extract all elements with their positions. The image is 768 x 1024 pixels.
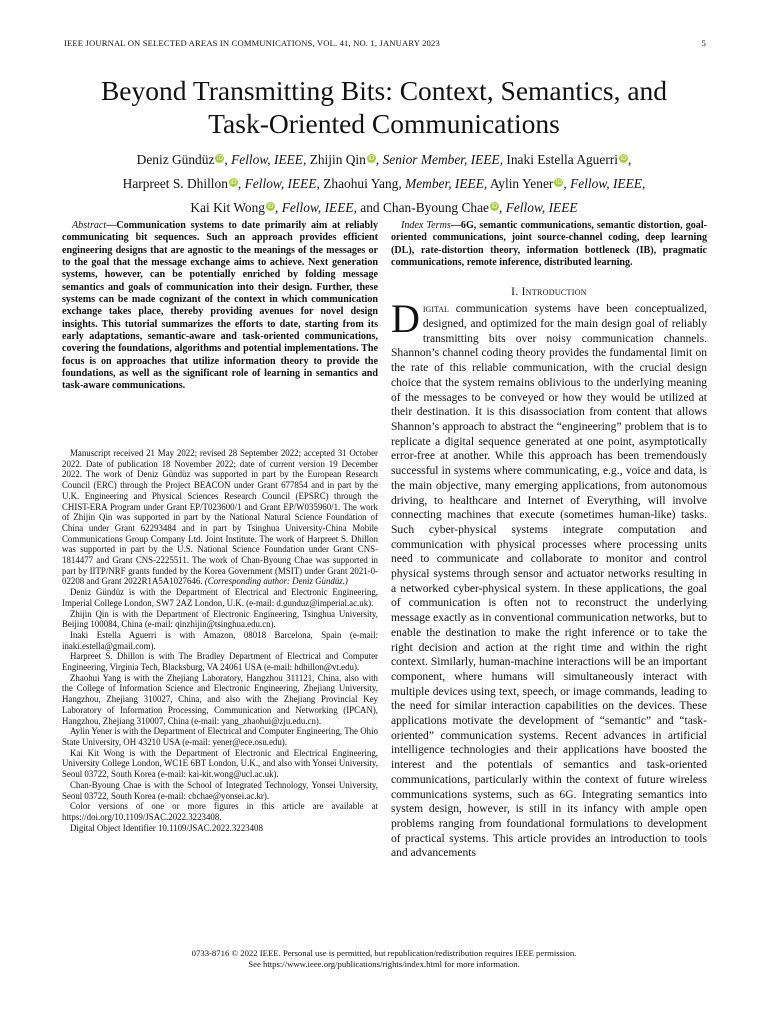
author-line-1: Deniz Gündüz iD, Fellow, IEEE, Zhijin Qin iD, Senior Member, IEEE, Inaki Estella Aguerri iD, [136,152,632,167]
journal-info: IEEE JOURNAL ON SELECTED AREAS IN COMMUNICATIONS, VOL. 41, NO. 1, JANUARY 2023 [64,38,440,48]
author-name: Zhijin Qin [309,152,366,167]
affiliation-note: Zhijin Qin is with the Department of Electronic Engineering, Tsinghua University, Beijing 100084, China (e-mail: qinzhijin@tsinghua.edu.cn). [62,608,378,630]
author-name: Harpreet S. Dhillon [122,176,228,191]
title-line-2: Task-Oriented Communications [208,108,560,139]
doi-note: Digital Object Identifier 10.1109/JSAC.2022.3223408 [70,822,263,833]
index-terms-text: 6G, semantic communications, semantic distortion, goal-oriented communications, joint source-channel coding, deep learning (DL), rate-distortion theory, information bottleneck (IB), pragmatic communications, remote inference, distributed learning. [391,220,707,269]
copyright-line-1: 0733-8716 © 2022 IEEE. Personal use is permitted, but republication/redistribution requires IEEE permission. [191,948,577,958]
color-versions-note: Color versions of one or more figures in this article are available at https://doi.org/10.1109/JSAC.2022.3223408. [62,801,378,822]
author-role: Member, IEEE [405,176,484,191]
author-conjunction: and [360,200,380,215]
abstract-text: Communication systems to date primarily aim at reliably communicating bit sequences. Such an approach provides efficient engineering designs that are agnostic to the meanings of the messages or to the goal that the message exchange aims to achieve. Next generation systems, however, can be potentially enriched by folding message semantics and goals of communication into their design. Further, these systems can be made cognizant of the context in which communication exchange takes place, thereby providing avenues for novel design insights. This tutorial summarizes the efforts to date, starting from its early adaptations, semantic-aware and task-oriented communications, covering the foundations, algorithms and potential implementations. The focus is on approaches that utilize information theory to provide the foundations, as well as the significant role of learning in semantics and task-aware communications. [62,220,378,392]
affiliation-note: Aylin Yener is with the Department of Electrical and Computer Engineering, The Ohio State University, OH 43210 USA (e-mail: yener@ece.osu.edu). [62,726,378,747]
author-name: Zhaohui Yang [323,176,399,191]
section-number: I. [511,286,519,299]
page-number: 5 [701,38,706,48]
orcid-icon[interactable]: iD [267,203,274,210]
abstract-label: Abstract [72,220,107,231]
affiliation-note: Harpreet S. Dhillon is with The Bradley Department of Electrical and Computer Engineering, Virginia Tech, Blacksburg, VA 24061 USA (e-mail: hdhillon@vt.edu). [62,651,378,673]
affiliation-note: Kai Kit Wong is with the Department of Electronic and Electrical Engineering, University College London, WC1E 6BT London, U.K., and also with Yonsei University, Seoul 03722, South Korea (e-mail: kai-kit.wong@ucl.ac.uk). [62,747,378,780]
author-list [50,148,718,220]
orcid-icon[interactable]: iD [491,203,498,210]
index-terms: Index Terms—6G, semantic communications, semantic distortion, goal-oriented communications, joint source-channel coding, deep learning (DL), rate-distortion theory, information bottleneck (IB), pragmatic communications, remote inference, distributed learning. [391,220,707,269]
author-line-3: Kai Kit Wong iD, Fellow, IEEE, and Chan-Byoung Chae iD, Fellow, IEEE [190,200,578,215]
author-role: Senior Member, IEEE [382,152,500,167]
affiliation-note: Inaki Estella Aguerri is with Amazon, 08018 Barcelona, Spain (e-mail: inaki.estella@gmail.com). [62,629,378,651]
orcid-icon[interactable]: iD [230,179,237,186]
drop-cap: D [391,296,420,342]
left-column [62,220,378,393]
author-role: Fellow, IEEE [244,176,317,191]
manuscript-note: Manuscript received 21 May 2022; revised 28 September 2022; accepted 31 October 2022. Date of publication 18 November 2022; date of current version 19 December 2022. The work of Deniz Gündüz was supported in part by the European Research Council (ERC) through the Project BEACON under Grant 677854 and in part by the U.K. Engineering and Physical Sciences Research Council (EPSRC) through the CHIST-ERA Program under Grant EP/T023600/1 and Grant EP/W035960/1. The work of Zhijin Qin was supported in part by the National Natural Science Foundation of China under Grant 62293484 and in part by Tsinghua University-China Mobile Communications Group Company Ltd. Joint Institute. The work of Harpreet S. Dhillon was supported in part by the U.S. National Science Foundation under Grant CNS-1814477 and Grant CNS-2225511. The work of Chan-Byoung Chae was supported in part by IITP/NRF grants funded by the Korea Government (MSIT) under Grant 2021-0-02208 and Grant 2022R1A5A1027646. (Corresponding author: Deniz Gündüz.) [62,448,378,587]
author-line-2: Harpreet S. Dhillon iD, Fellow, IEEE, Zhaohui Yang, Member, IEEE, Aylin Yener iD, Fellow, IEEE, [122,176,646,191]
orcid-icon[interactable]: iD [620,155,627,162]
drop-cap-rest: igital [422,303,449,316]
orcid-icon[interactable]: iD [216,155,224,162]
affiliation-note: Chan-Byoung Chae is with the School of Integrated Technology, Yonsei University, Seoul 03722, South Korea (e-mail: cbchae@yonsei.ac.kr). [62,779,378,801]
title-line-1: Beyond Transmitting Bits: Context, Semantics, and [100,75,668,106]
section-title: Introduction [521,286,587,299]
section-heading [391,286,707,298]
author-role: Fellow, IEEE [570,176,642,191]
intro-text: communication systems have been conceptualized, designed, and optimized for the main design goal of reliably transmitting bits over noisy communication channels. Shannon’s channel coding theory provides the fundamental limit on the rate of this reliable communication, with the crucial design choice that the system remains oblivious to the underlying meaning of the messages to be conveyed or how they would be utilized at their destination. It is this disassociation from content that allows Shannon’s approach to abstract the “engineering” problem that is to replicate a digital sequence generated at one point, asymptotically error-free at another. While this approach has been tremendously successful in systems where communicating, e.g., voice and data, is the main objective, many emerging applications, from autonomous driving, to healthcare and Internet of Everything, will involve connecting machines that execute (sometimes human-like) tasks. Such cyber-physical systems integrate computation and communication with physical processes where processing units need to communicate and collaborate to monitor and control physical systems through sensor and actuator networks resulting in a networked cyber-physical system. In these applications, the goal of communication is often not to reconstruct the underlying message exactly as in conventional communication networks, but to enable the destination to make the right inference or to take the right decision and action at the right time and within the right context. Similarly, human-machine interactions will be an important component, where humans will simultaneously interact with multiple devices using text, speech, or image commands, leading to the need for similar interaction capabilities on the devices. These applications motivate the development of “semantic” and “task-oriented” communication systems. Recent advances in artificial intelligence technologies and their applications have boosted the interest and the potentials of semantics and task-oriented communications, particularly within the context of future wireless communications systems, such as 6G. Integrating semantics into system design, however, is still in its infancy with ample open problems ranging from foundational formulations to development of practical systems. This article provides an introduction to tools and advancements [391,303,707,860]
affiliation-note: Zhaohui Yang is with the Zhejiang Laboratory, Hangzhou 311121, China, also with the College of Information Science and Electronic Engineering, Zhejiang University, Hangzhou, Zhejiang 310027, China, and also with the Zhejiang Provincial Key Laboratory of Information Processing, Communication and Networking (IPCAN), Hangzhou, Zhejiang 310007, China (e-mail: yang_zhaohui@zju.edu.cn). [62,672,378,726]
author-role: Fellow, IEEE [505,200,578,215]
running-head [64,38,706,48]
index-terms-label: Index Terms [401,220,451,231]
affiliation-note: Deniz Gündüz is with the Department of Electrical and Electronic Engineering, Imperial College London, SW7 2AZ London, U.K. (e-mail: d.gunduz@imperial.ac.uk). [62,587,378,608]
author-name: Inaki Estella Aguerri [506,152,618,167]
right-column [391,220,707,861]
orcid-icon[interactable]: iD [555,179,562,186]
author-name: Chan-Byoung Chae [382,200,489,215]
author-name: Deniz Gündüz [136,152,215,167]
intro-paragraph [391,296,707,861]
orcid-icon[interactable]: iD [368,155,375,162]
copyright-notice [40,948,728,970]
corresponding-author: (Corresponding author: Deniz Gündüz.) [204,576,348,587]
author-name: Aylin Yener [489,176,554,191]
copyright-line-2: See https://www.ieee.org/publications/rights/index.html for more information. [248,959,520,969]
author-name: Kai Kit Wong [190,200,265,215]
author-role: Fellow, IEEE [281,200,354,215]
author-role: Fellow, IEEE [231,152,303,167]
abstract: Abstract—Communication systems to date primarily aim at reliably communicating bit sequences. Such an approach provides efficient engineering designs that are agnostic to the meanings of the messages or to the goal that the message exchange aims to achieve. Next generation systems, however, can be potentially enriched by folding message semantics and goals of communication into their design. Further, these systems can be made cognizant of the context in which communication exchange takes place, thereby providing avenues for novel design insights. This tutorial summarizes the efforts to date, starting from its early adaptations, semantic-aware and task-oriented communications, covering the foundations, algorithms and potential implementations. The focus is on approaches that utilize information theory to provide the foundations, as well as the significant role of learning in semantics and task-aware communications. [62,220,378,392]
paper-title [40,74,728,140]
footnotes [62,448,378,833]
